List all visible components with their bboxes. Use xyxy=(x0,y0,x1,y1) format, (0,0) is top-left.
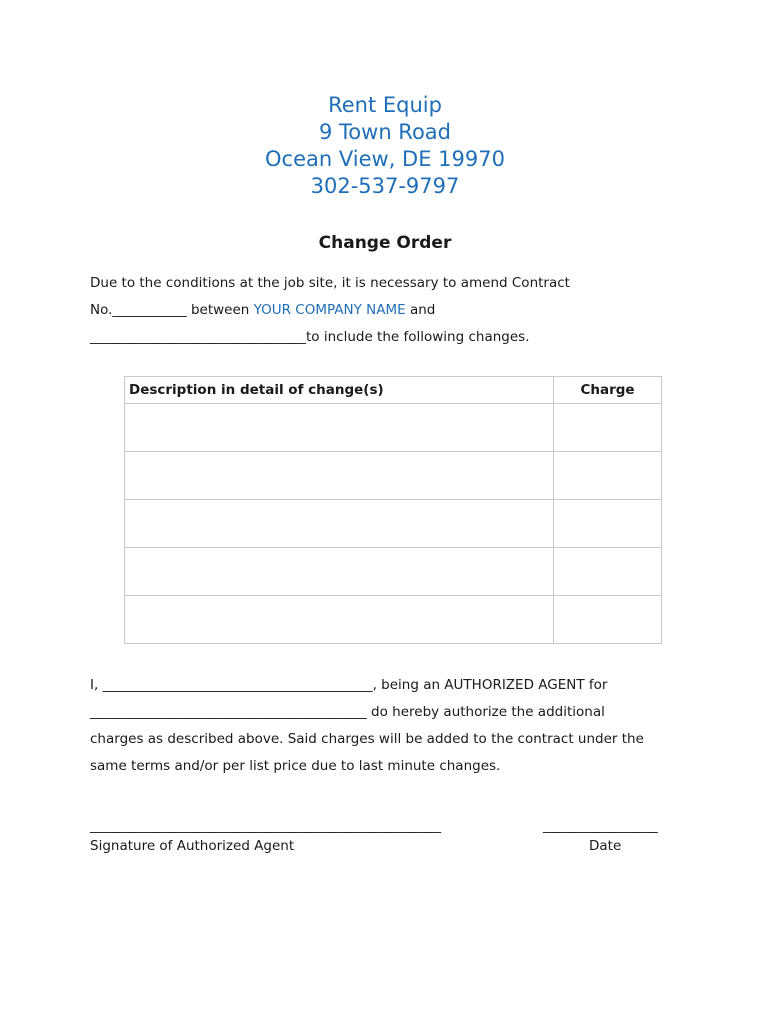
table-row xyxy=(125,500,662,548)
authorization-line-2: _________________________________________ do hereby authorize the additional xyxy=(90,704,605,720)
intro-paragraph xyxy=(90,270,690,351)
table-row xyxy=(125,404,662,452)
company-address-street: 9 Town Road xyxy=(319,120,451,144)
description-cell[interactable] xyxy=(125,452,554,500)
authorization-line-4: same terms and/or per list price due to last minute changes. xyxy=(90,758,501,774)
company-name: Rent Equip xyxy=(328,93,442,117)
authorization-line-1: I, ________________________________________, being an AUTHORIZED AGENT for xyxy=(90,677,608,693)
changes-table xyxy=(124,376,662,644)
charge-cell[interactable] xyxy=(554,548,662,596)
description-cell[interactable] xyxy=(125,500,554,548)
intro-line-2 xyxy=(90,297,690,324)
description-cell[interactable] xyxy=(125,404,554,452)
authorization-paragraph xyxy=(90,672,690,780)
description-column-header: Description in detail of change(s) xyxy=(125,377,554,404)
date-label: Date xyxy=(589,838,622,854)
company-header xyxy=(0,92,770,200)
company-address-city: Ocean View, DE 19970 xyxy=(265,147,505,171)
authorization-line-3: charges as described above. Said charges will be added to the contract under the xyxy=(90,731,644,747)
charge-cell[interactable] xyxy=(554,500,662,548)
table-row xyxy=(125,596,662,644)
contract-number-text: No.___________ between xyxy=(90,302,254,318)
document-title: Change Order xyxy=(318,233,452,253)
signature-label: Signature of Authorized Agent xyxy=(90,838,295,854)
charge-column-header: Charge xyxy=(554,377,662,404)
signature-line[interactable]: ____________________________________________________ xyxy=(90,818,441,834)
table-row xyxy=(125,548,662,596)
intro-line-2-suffix: and xyxy=(405,302,436,318)
company-name-placeholder: YOUR COMPANY NAME xyxy=(253,302,406,318)
company-phone: 302-537-9797 xyxy=(310,174,460,198)
table-row xyxy=(125,452,662,500)
table-header-row xyxy=(125,377,662,404)
date-line[interactable]: _________________ xyxy=(543,818,658,834)
charge-cell[interactable] xyxy=(554,452,662,500)
description-cell[interactable] xyxy=(125,596,554,644)
intro-line-3: ________________________________to include the following changes. xyxy=(90,329,530,345)
charge-cell[interactable] xyxy=(554,596,662,644)
intro-line-1: Due to the conditions at the job site, it is necessary to amend Contract xyxy=(90,275,570,291)
charge-cell[interactable] xyxy=(554,404,662,452)
description-cell[interactable] xyxy=(125,548,554,596)
